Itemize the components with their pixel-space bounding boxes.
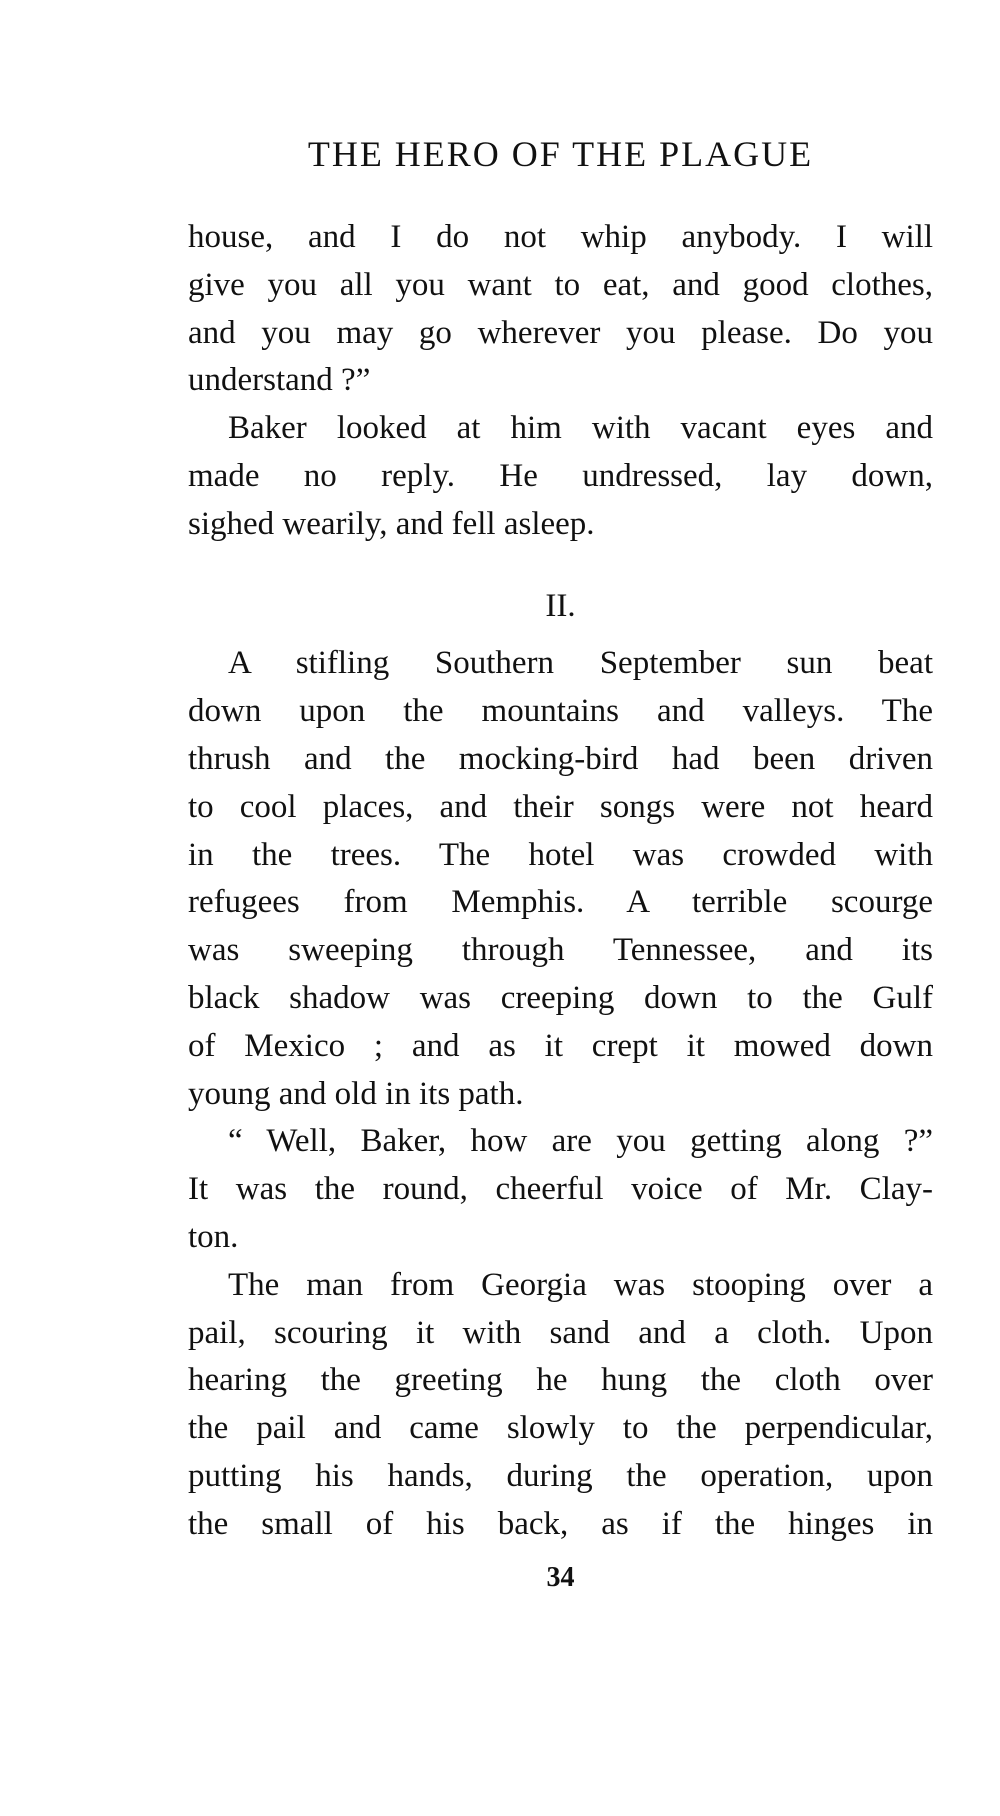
text-line: young and old in its path. — [188, 1075, 524, 1112]
text-line: putting his hands, during the operation, upon — [188, 1457, 933, 1494]
text-line: black shadow was creeping down to the Gulf — [188, 979, 933, 1016]
paragraph-3 — [188, 640, 933, 1118]
text-line: The man from Georgia was stooping over a — [228, 1266, 933, 1303]
text-line: A stifling Southern September sun beat — [228, 645, 933, 682]
text-line: and you may go wherever you please. Do you — [188, 314, 933, 351]
text-line: pail, scouring it with sand and a cloth. Upon — [188, 1314, 933, 1351]
text-line: of Mexico ; and as it crept it mowed down — [188, 1027, 933, 1064]
text-line: understand ?” — [188, 362, 371, 399]
text-line: down upon the mountains and valleys. The — [188, 693, 933, 730]
paragraph-1 — [188, 214, 933, 405]
text-line: ton. — [188, 1218, 239, 1255]
text-line: It was the round, cheerful voice of Mr. Clay- — [188, 1171, 933, 1208]
text-line: hearing the greeting he hung the cloth over — [188, 1362, 933, 1399]
text-line: give you all you want to eat, and good clothes, — [188, 266, 933, 303]
paragraph-2 — [188, 405, 933, 548]
text-line: the pail and came slowly to the perpendicular, — [188, 1410, 933, 1447]
text-line: sighed wearily, and fell asleep. — [188, 505, 595, 542]
text-line: house, and I do not whip anybody. I will — [188, 219, 933, 255]
paragraph-5 — [188, 1262, 933, 1549]
text-line: was sweeping through Tennessee, and its — [188, 932, 933, 969]
running-head: THE HERO OF THE PLAGUE — [307, 134, 814, 174]
body-text — [188, 214, 933, 1549]
text-line: thrush and the mocking-bird had been driven — [188, 740, 933, 777]
text-line: in the trees. The hotel was crowded with — [188, 836, 933, 873]
text-line: the small of his back, as if the hinges in — [188, 1505, 933, 1542]
section-heading: II. — [545, 587, 576, 624]
text-line: “ Well, Baker, how are you getting along ?” — [228, 1123, 933, 1160]
text-line: Baker looked at him with vacant eyes and — [228, 410, 933, 447]
page-number: 34 — [546, 1562, 575, 1593]
text-line: made no reply. He undressed, lay down, — [188, 457, 933, 494]
text-line: to cool places, and their songs were not heard — [188, 788, 933, 825]
text-line: refugees from Memphis. A terrible scourge — [188, 884, 933, 921]
paragraph-4 — [188, 1118, 933, 1261]
